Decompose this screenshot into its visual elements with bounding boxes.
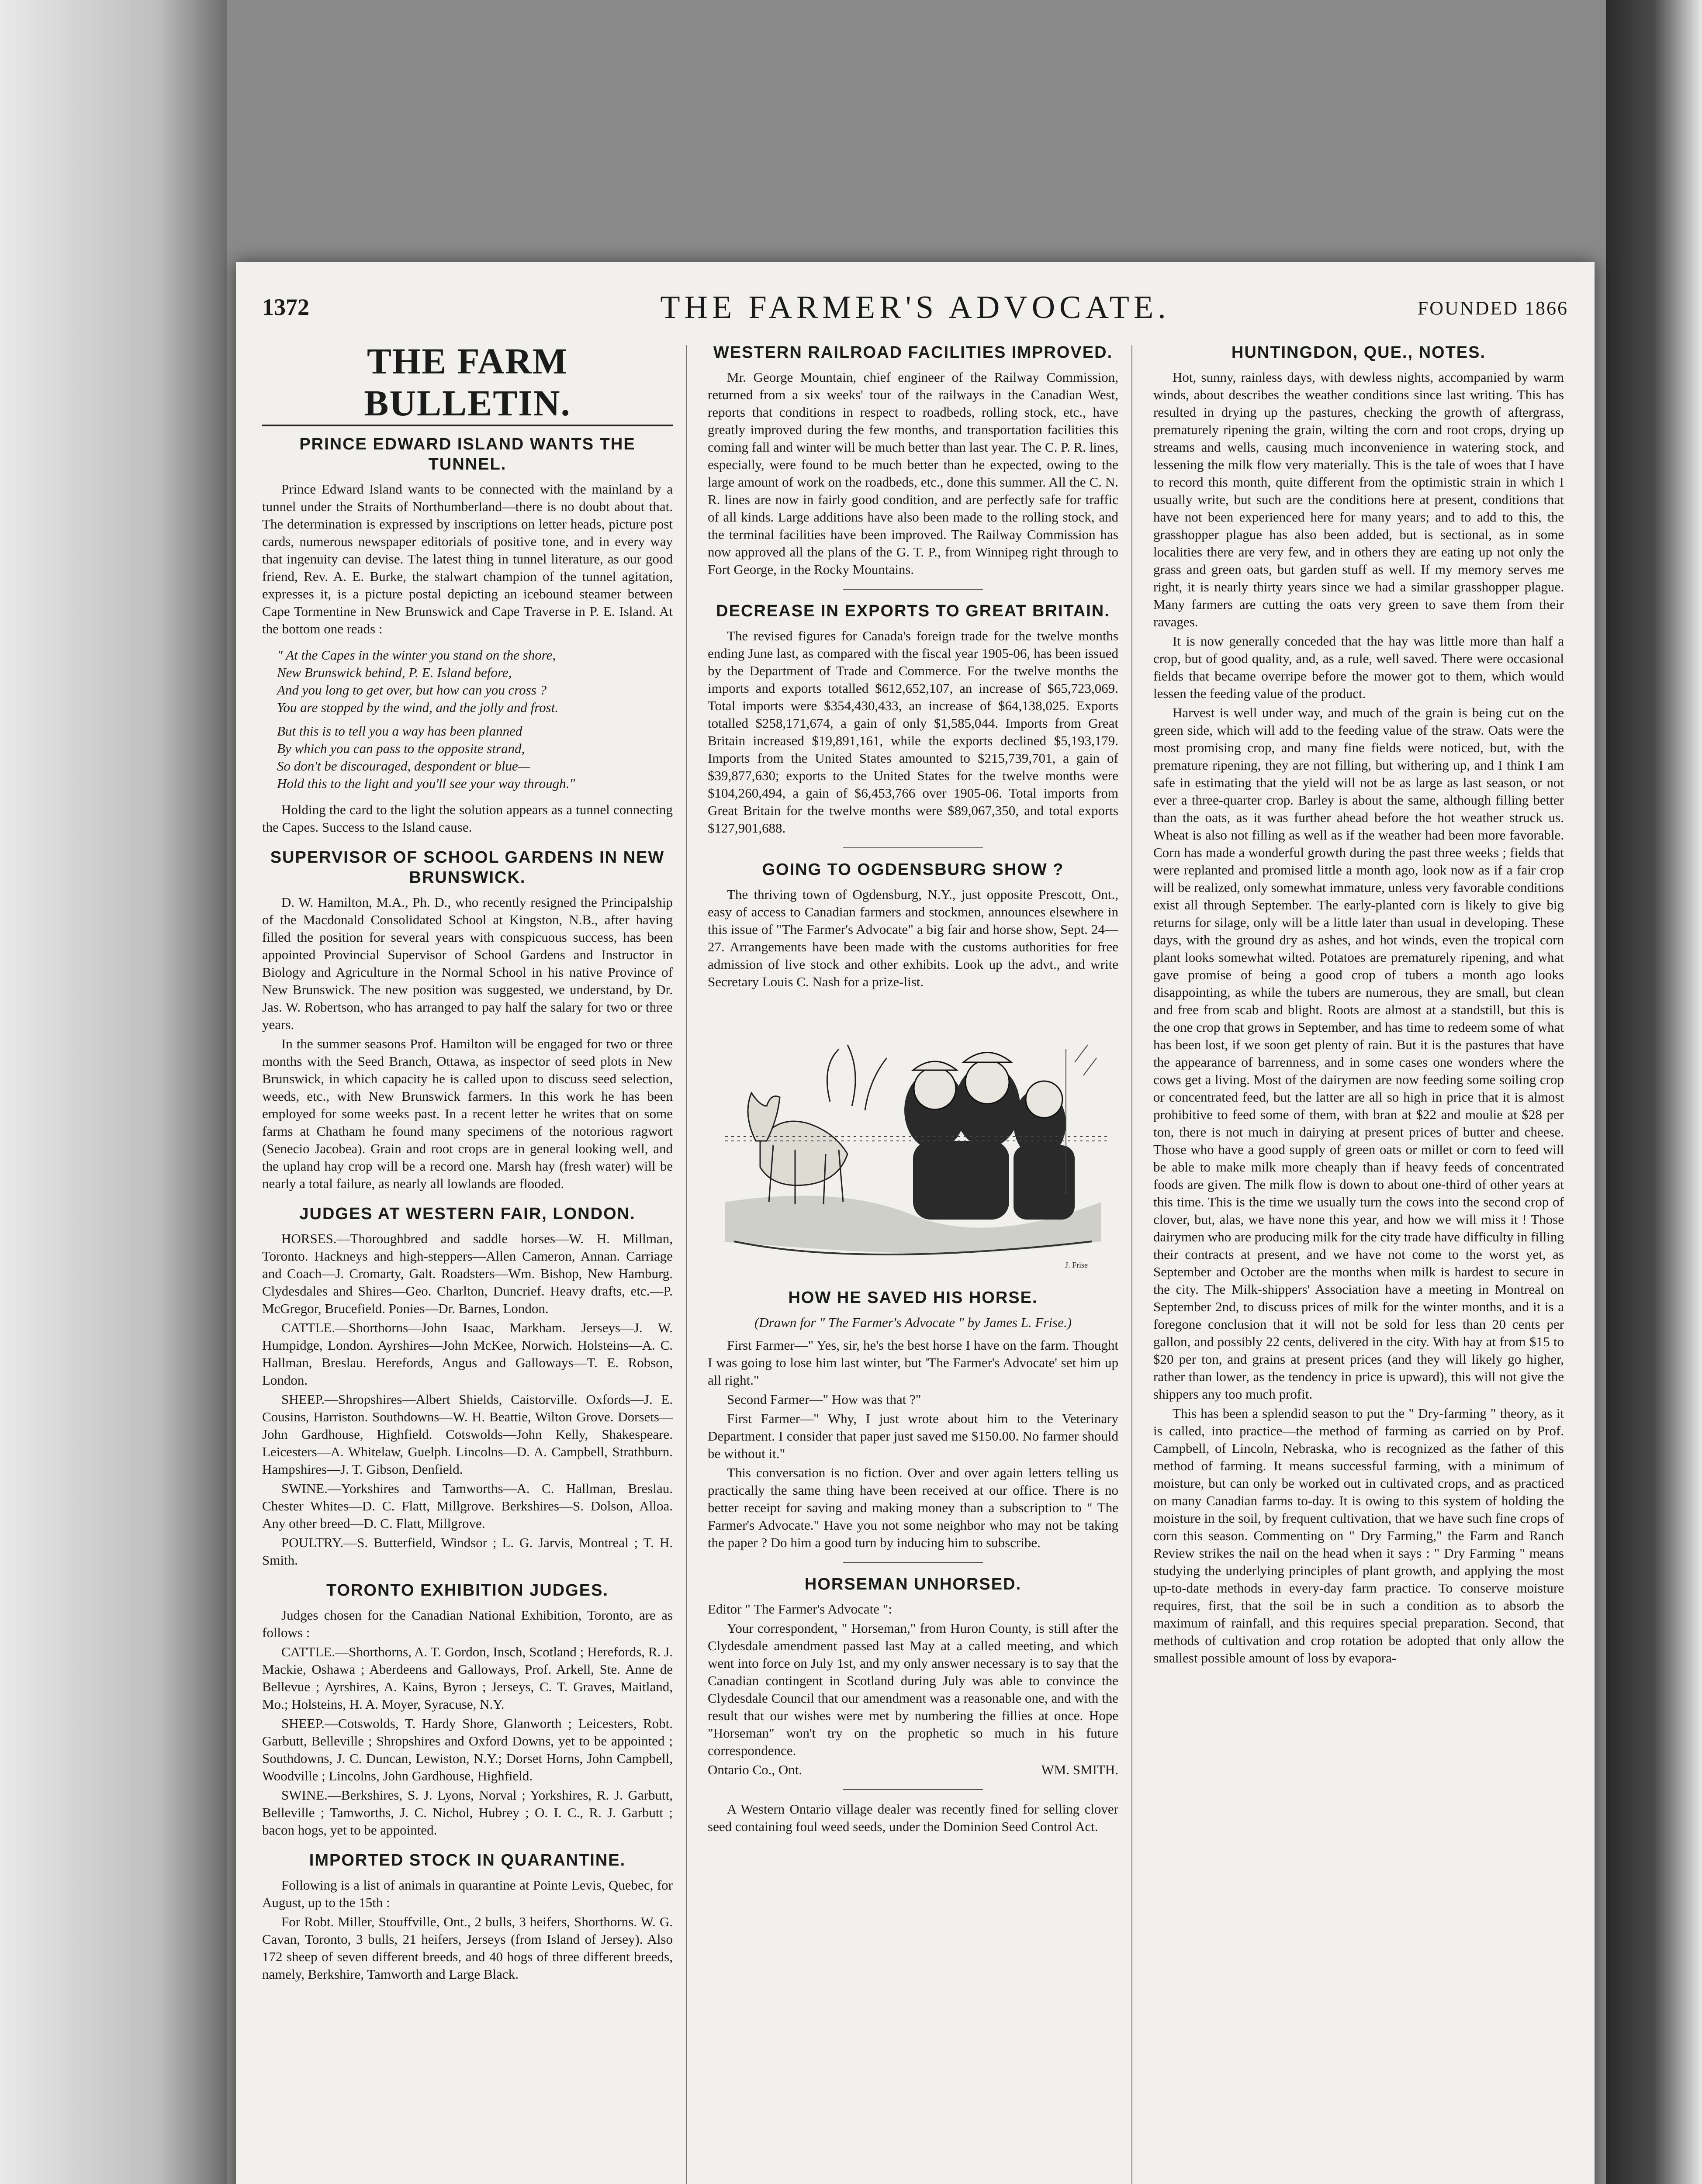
paragraph: The thriving town of Ogdensburg, N.Y., just opposite Prescott, Ont., easy of access to Canadian farmers and stockmen, announces elsewhere in this issue of "The Farmer's Advocate" a big fair and horse show, Sept. 24—27. Arrangements have been made with the customs authorities for free admission of live stock and other exhibits. Look up the advt., and write Secretary Louis C. Nash for a prize-list. [708, 887, 1118, 989]
divider [843, 1562, 983, 1563]
paragraph: This conversation is no fiction. Over and over again letters telling us practically the same thing have been received at our office. There is no better receipt for saving and making money than a subscription to " The Farmer's Advocate." Have you not some neighbor who may not be taking the paper ? Do him a good turn by inducing him to subscribe. [708, 1465, 1118, 1550]
article-heading-western-fair-judges: JUDGES AT WESTERN FAIR, LONDON. [299, 1205, 636, 1223]
verse-block [277, 646, 673, 792]
verse-line: But this is to tell you a way has been planned [277, 723, 522, 739]
paragraph: Following is a list of animals in quarantine at Pointe Levis, Quebec, for August, up to the 15th : [262, 1877, 673, 1910]
paragraph: First Farmer—" Yes, sir, he's the best horse I have on the farm. Thought I was going to lose him last winter, but 'The Farmer's Advocate' set him up all right." [708, 1337, 1118, 1388]
paper-title: THE FARMER'S ADVOCATE. [660, 290, 1170, 325]
divider [843, 1789, 983, 1790]
founded-note: FOUNDED 1866 [1417, 297, 1568, 319]
paragraph: HORSES.—Thoroughbred and saddle horses—W. H. Millman, Toronto. Hackneys and high-steppers—Allen Cameron, Annan. Carriage and Coach—J. Cromarty, Galt. Roadsters—Wm. Bishop, New Hamburg. Clydesdales and Shires—Geo. Charlton, Duncrief. Heavy drafts, etc.—P. McGregor, Brucefield. Ponies—Dr. Barnes, London. [262, 1231, 673, 1316]
paragraph: D. W. Hamilton, M.A., Ph. D., who recently resigned the Principalship of the Macdonald Consolidated School at Kingston, N.B., after having filled the position for several years with conspicuous success, has been appointed Provincial Supervisor of School Gardens and Instructor in Biology and Agriculture in the Normal School in his native Province of New Brunswick. The new position was suggested, we understand, by Dr. Jas. W. Robertson, who has arranged to pay half the salary for two or three years. [262, 895, 673, 1032]
paragraph: SWINE.—Yorkshires and Tamworths—A. C. Hallman, Breslau. Chester Whites—D. C. Flatt, Millgrove. Berkshires—S. Dolson, Alloa. Any other breed—D. C. Flatt, Millgrove. [262, 1481, 673, 1531]
paragraph: CATTLE.—Shorthorns, A. T. Gordon, Insch, Scotland ; Herefords, R. J. Mackie, Oshawa ; Aberdeens and Galloways, Prof. Arkell, Ste. Anne de Bellevue ; Ayrshires, A. Kains, Byron ; Jerseys, C. T. Graves, Maitland, Mo.; Holsteins, H. A. Moyer, Syracuse, N.Y. [262, 1644, 673, 1712]
verse-line: By which you can pass to the opposite strand, [277, 741, 525, 756]
newspaper-page [236, 262, 1595, 2184]
farmers-and-horse-drawing [708, 997, 1118, 1276]
paragraph: Holding the card to the light the solution appears as a tunnel connecting the Capes. Success to the Island cause. [262, 802, 673, 835]
verse-line: And you long to get over, but how can you cross ? [277, 682, 547, 698]
paragraph: First Farmer—" Why, I just wrote about him to the Veterinary Department. I consider that paper just saved me $150.00. No farmer should be without it." [708, 1411, 1118, 1461]
article-heading-huntingdon: HUNTINGDON, QUE., NOTES. [1231, 343, 1486, 362]
article-heading-school-gardens: SUPERVISOR OF SCHOOL GARDENS IN NEW BRUNSWICK. [270, 848, 665, 887]
verse-line: New Brunswick behind, P. E. Island before, [277, 665, 512, 680]
paragraph: Hot, sunny, rainless days, with dewless nights, accompanied by warm winds, about describes the weather conditions since last writing. This has resulted in drying up the pastures, checking the growth of aftergrass, prematurely ripening the grain, wilting the corn and root crops, drying up streams and wells, causing much inconvenience in watering stock, and lessening the milk flow very materially. This is the tale of woes that I have to record this month, quite different from the optimistic strain in which I usually write, but such are the conditions here at present, conditions that have not been experienced here for many years; and to add to this, the grasshopper plague has also been added, but is sectional, as in some localities there are very few, and in others they are eating up not only the grass and green oats, but garden stuff as well. If my memory serves me right, it is nearly thirty years since we had a similar grasshopper plague. Many farmers are cutting the oats very green to save them from their ravages. [1153, 370, 1564, 629]
salutation: Editor " The Farmer's Advocate ": [708, 1601, 893, 1617]
article-heading-ogdensburg: GOING TO OGDENSBURG SHOW ? [762, 860, 1064, 879]
cartoon-illustration [708, 997, 1118, 1276]
paragraph: It is now generally conceded that the hay was little more than half a crop, but of good quality, and, as a rule, well saved. There were occasional fields that became overripe before the mower got to them, which would lessen the feeding value of the product. [1153, 633, 1564, 701]
column-right [1153, 341, 1564, 2184]
paragraph: CATTLE.—Shorthorns—John Isaac, Markham. Jerseys—J. W. Humpidge, London. Ayrshires—John McKee, Norwich. Holsteins—A. C. Hallman, Breslau. Herefords, Angus and Galloways—T. E. Robson, London. [262, 1320, 673, 1388]
paragraph: For Robt. Miller, Stouffville, Ont., 2 bulls, 3 heifers, Shorthorns. W. G. Cavan, Toronto, 3 bulls, 21 heifers, Jerseys (from Island of Jersey). Also 172 sheep of seven different breeds, and 40 hogs of three different breeds, namely, Berkshire, Tamworth and Large Black. [262, 1914, 673, 1982]
scan-border-right [1606, 0, 1702, 2184]
article-heading-pei-tunnel: PRINCE EDWARD ISLAND WANTS THE TUNNEL. [299, 435, 636, 473]
paragraph: Judges chosen for the Canadian National Exhibition, Toronto, are as follows : [262, 1607, 673, 1640]
paragraph: The revised figures for Canada's foreign trade for the twelve months ending June last, as compared with the fiscal year 1905-06, has been issued by the Department of Trade and Commerce. For the twelve months the imports and exports totalled $612,652,107, an increase of $65,723,069. Total imports were $354,430,433, an increase of $64,138,025. Exports totalled $258,171,674, a gain of only $1,585,044. Imports from Great Britain increased $19,891,161, while the exports declined $5,193,179. Imports from the United States amounted to $215,739,701, a gain of $39,877,630; exports to the United States for the twelve months were $104,260,494, a gain of $6,453,766 over 1905-06. Total imports from Great Britain for the twelve months were $89,067,350, and total exports $127,901,688. [708, 628, 1118, 836]
column-rule [1131, 345, 1132, 2184]
letter-place: Ontario Co., Ont. [708, 1762, 803, 1777]
paragraph: Harvest is well under way, and much of the grain is being cut on the green side, which will add to the feeding value of the straw. Oats were the most promising crop, and many fine fields were noticed, but, with the premature ripening, they are not filling, but withering up, and I think I am safe in estimating that the yield will not be as large as last season, or not ever a three-quarter crop. Barley is about the same, although filling better than the oats, as it was further ahead before the hot weather struck us. Wheat is also not filling as well as if the weather had been more favorable. Corn has made a wonderful growth during the past three weeks ; fields that were replanted and promised little a month ago, look now as if a fair crop will be realized, only somewhat immature, unless very favorable conditions exist all through September. The early-planted corn is likely to give big returns for silage, only will be a little later than usual in developing. These days, with the ground dry as ashes, and hot winds, even the tropical corn plant looks somewhat wilted. Potatoes are prematurely ripening, and what gave promise of being a good crop of tubers a month ago looks disappointing, as while the tubers are numerous, they are small, but clean and free from scab and blight. Roots are almost at a standstill, but this is the one crop that grows in September, and has time to redeem some of what has been lost, if we soon get plenty of rain. But it is the pastures that have the appearance of barrenness, and in some cases one wonders where the cows get a living. Most of the dairymen are now feeding some soiling crop or concentrated feed, but the latter are all so high in price that it is almost prohibitive to feed some of them, with bran at $22 and moulie at $28 per ton, there is not much in dairying at present prices of butter and cheese. Those who have a good supply of green oats or millet or corn to feed will be able to make milk more cheaply than if heavy feeds of concentrated foods are given. The milk flow is down to about one-third of other years at this time. This is the time we usually turn the cows into the second crop of clover, but, alas, we have none this year, and how we will miss it ! Those dairymen who are producing milk for the city trade have difficulty in filling their contracts at present, and we have not come to the worst yet, as September and October are the months when milk is hardest to secure in the city. The Milk-shippers' Association have a meeting in Montreal on September 2nd, to discuss prices of milk for the winter months, and it is a foregone conclusion that it will not be sold for less than 20 cents per gallon, and possibly 22 cents, delivered in the city. With hay at from $15 to $20 per ton, and grains at present prices (and they will likely go higher, rather than lower, as the tendency in price is upward), this will not give the shippers any too much profit. [1153, 705, 1564, 1402]
page-header [262, 290, 1568, 328]
paragraph: Mr. George Mountain, chief engineer of the Railway Commission, returned from a six weeks' tour of the railways in the Canadian West, reports that conditions in respect to roadbeds, rolling stock, etc., have greatly improved during the few months, and transportation facilities this coming fall and winter will be much better than last year. The C. P. R. lines, especially, were found to be much better than he expected, owing to the large amount of work on the roadbeds, etc., done this summer. All the C. N. R. lines are now in fairly good condition, and are perfectly safe for traffic of all kinds. Large additions have also been made to the rolling stock, and the terminal facilities have been improved. The Railway Commission has now approved all the plans of the G. T. P., from Winnipeg right through to Fort George, in the Rocky Mountains. [708, 370, 1118, 577]
verse-line: You are stopped by the wind, and the jolly and frost. [277, 700, 559, 715]
paragraph: SWINE.—Berkshires, S. J. Lyons, Norval ; Yorkshires, R. J. Garbutt, Belleville ; Tamworths, J. C. Nichol, Hubrey ; O. I. C., R. J. Garbutt ; bacon hogs, yet to be appointed. [262, 1787, 673, 1838]
paragraph: Second Farmer—" How was that ?" [727, 1392, 921, 1407]
paragraph: Prince Edward Island wants to be connected with the mainland by a tunnel under the Straits of Northumberland—there is no doubt about that. The determination is expressed by inscriptions on letter heads, picture post cards, numerous newspaper editorials of positive tone, and in every way that ingenuity can devise. The latest thing in tunnel literature, as our good friend, Rev. A. E. Burke, the stalwart champion of the tunnel agitation, expresses it, is a picture postal depicting an icebound steamer between Cape Tormentine in New Brunswick and Cape Traverse in P. E. Island. At the bottom one reads : [262, 481, 673, 636]
letter-signature: WM. SMITH. [1041, 1762, 1118, 1777]
illustrator-signature: J. Frise [1065, 1261, 1088, 1269]
article-heading-railroad: WESTERN RAILROAD FACILITIES IMPROVED. [713, 343, 1113, 362]
paragraph: Your correspondent, " Horseman," from Huron County, is still after the Clydesdale amendment passed last May at a called meeting, and which went into force on July 1st, and my only answer necessary is to say that the Canadian contingent in Scotland during July was able to convince the Clydesdale Council that our amendment was a reasonable one, and with the result that our wishes were met by numbering the fillies at once. Hope "Horseman" won't try on the prophetic so much in his future correspondence. [708, 1621, 1118, 1758]
paragraph: This has been a splendid season to put the " Dry-farming " theory, as it is called, into practice—the method of farming as carried on by Prof. Campbell, of Lincoln, Nebraska, who is recognized as the father of this method of farming. It means successful farming, with a minimum of moisture, but can only be worked out in cultivated crops, and as practiced on many Canadian farms to-day. It is owing to this system of holding the moisture in the soil, by frequent cultivation, that we have such fine crops of corn this season. Commenting on " Dry Farming," the Farm and Ranch Review strikes the nail on the head when it says : " Dry Farming " means studying the underlying principles of plant growth, and applying the most up-to-date methods in every-day farm practice. To conserve moisture requires, first, that the soil be in such a condition as to absorb the maximum of rainfall, and this requires special preparation. Second, that methods of cultivation and crop rotation be adopted that only allow the smallest possible amount of loss by evapora- [1153, 1406, 1564, 1666]
paragraph: POULTRY.—S. Butterfield, Windsor ; L. G. Jarvis, Montreal ; T. H. Smith. [262, 1535, 673, 1568]
divider [843, 589, 983, 590]
verse-gap [277, 716, 673, 722]
column-middle [708, 341, 1118, 2184]
verse-line: Hold this to the light and you'll see your way through." [277, 776, 575, 791]
divider [843, 847, 983, 848]
article-heading-saved-horse: HOW HE SAVED HIS HORSE. [788, 1289, 1038, 1307]
scan-border-left [0, 0, 227, 2184]
column-left [262, 341, 673, 2184]
farm-bulletin-masthead: THE FARM BULLETIN. [262, 341, 673, 426]
paragraph: In the summer seasons Prof. Hamilton will be engaged for two or three months with the Seed Branch, Ottawa, as inspector of seed plots in New Brunswick, in which capacity he is called upon to discuss seed selection, weeds, etc., with New Brunswick farmers. In this work he has been employed for some weeks past. In a recent letter he writes that on some farms at Chatham he found many specimens of the notorious ragwort (Senecio Jacobea). Grain and root crops are in general looking well, and the upland hay crop will be a record one. Marsh hay (fresh water) will be nearly a total failure, as nearly all lowlands are flooded. [262, 1036, 673, 1191]
verse-line: So don't be discouraged, despondent or blue— [277, 758, 530, 774]
article-heading-quarantine: IMPORTED STOCK IN QUARANTINE. [309, 1851, 626, 1870]
byline: (Drawn for " The Farmer's Advocate " by James L. Frise.) [754, 1315, 1072, 1330]
article-heading-toronto-judges: TORONTO EXHIBITION JUDGES. [326, 1581, 609, 1600]
article-heading-horseman: HORSEMAN UNHORSED. [804, 1575, 1022, 1593]
paragraph: A Western Ontario village dealer was recently fined for selling clover seed containing foul weed seeds, under the Dominion Seed Control Act. [708, 1801, 1118, 1834]
column-rule [686, 345, 687, 2184]
article-heading-exports: DECREASE IN EXPORTS TO GREAT BRITAIN. [716, 602, 1110, 620]
letter-signoff [708, 1761, 1118, 1779]
paragraph: SHEEP.—Cotswolds, T. Hardy Shore, Glanworth ; Leicesters, Robt. Garbutt, Belleville ; Shropshires and Oxford Downs, yet to be appointed ; Southdowns, J. C. Duncan, Lewiston, N.Y.; Dorset Horns, John Campbell, Woodville ; Lincolns, John Gardhouse, Highfield. [262, 1716, 673, 1783]
paragraph: SHEEP.—Shropshires—Albert Shields, Caistorville. Oxfords—J. E. Cousins, Harriston. Southdowns—W. H. Beattie, Wilton Grove. Dorsets—John Gardhouse, Highfield. Cotswolds—John Kelly, Shakespeare. Leicesters—A. Whitelaw, Guelph. Lincolns—D. A. Campbell, Strathburn. Hampshires—J. T. Gibson, Denfield. [262, 1392, 673, 1477]
verse-line: " At the Capes in the winter you stand on the shore, [277, 647, 556, 663]
page-number: 1372 [262, 294, 309, 320]
